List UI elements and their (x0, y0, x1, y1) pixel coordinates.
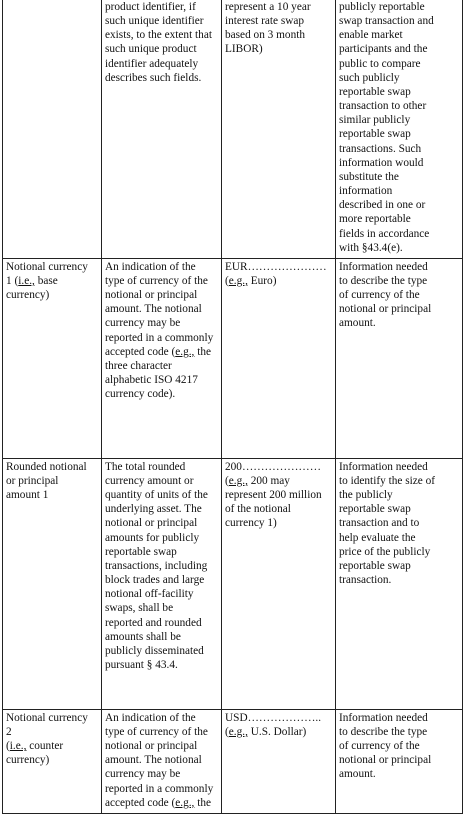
rationale-text-line: substitute the (339, 170, 399, 183)
rationale-text-line: participants and the (339, 43, 428, 56)
description-text-line: An indication of the (105, 260, 196, 273)
description-text-line: currency may be (105, 768, 181, 781)
rationale-text-line: Information needed (339, 260, 428, 273)
rationale-text-line: Information needed (339, 460, 428, 473)
description-text-line: pursuant § 43.4. (105, 659, 178, 671)
example-cell (222, 458, 336, 709)
rationale-text-line: to describe the type (339, 274, 428, 287)
field-text-line: 2 (6, 725, 12, 738)
table-row (3, 458, 463, 709)
description-text-line: such unique product (105, 43, 197, 56)
abbreviation: e.g., (228, 474, 248, 487)
description-text-line: An indication of the (105, 711, 196, 724)
abbreviation: e.g., (175, 796, 195, 809)
example-text-line: USD……………….. (225, 711, 322, 724)
rationale-text-line: information would (339, 156, 424, 169)
field-text-line: currency) (6, 754, 50, 767)
field-text-line: currency) (6, 289, 50, 302)
rationale-text-line: reportable swap (339, 85, 411, 98)
rationale-text-line: public to compare (339, 57, 421, 70)
description-text-line: accepted code (e.g., the (105, 345, 212, 358)
example-text-line: interest rate swap (225, 15, 305, 28)
rationale-text-line: fields in accordance (339, 227, 430, 240)
description-text-line: such unique identifier (105, 15, 204, 28)
example-text-line: (e.g., U.S. Dollar) (225, 725, 307, 738)
rationale-text-line: described in one or (339, 199, 426, 212)
rationale-text-line: notional or principal (339, 754, 432, 767)
rationale-text-line: such publicly (339, 71, 400, 84)
description-cell (102, 258, 222, 458)
field-cell (3, 458, 102, 709)
description-text-line: amounts for publicly (105, 531, 200, 544)
rationale-text-line: the publicly (339, 489, 393, 502)
rationale-text-line: amount. (339, 317, 376, 330)
example-text-line: EUR………………… (225, 260, 327, 273)
example-cell (222, 709, 336, 813)
rationale-cell (336, 458, 463, 709)
reportable-fields-table (2, 0, 463, 814)
description-text-line: identifier adequately (105, 57, 199, 70)
example-text-line: (e.g., Euro) (225, 274, 277, 287)
abbreviation: e.g., (175, 345, 195, 358)
field-text-line: Rounded notional (6, 460, 87, 473)
rationale-text-line: of currency of the (339, 289, 420, 302)
example-text-line: currency 1) (225, 517, 277, 530)
rationale-text-line: with §43.4(e). (339, 241, 403, 254)
description-cell (102, 709, 222, 813)
field-cell (3, 709, 102, 813)
example-text-line: (e.g., 200 may (225, 474, 290, 487)
rationale-text-line: transaction and to (339, 517, 420, 530)
rationale-text-line: price of the publicly (339, 545, 431, 558)
rationale-text-line: enable market (339, 29, 403, 42)
rationale-text-line: reportable swap (339, 559, 411, 572)
description-text-line: three character (105, 359, 172, 372)
description-text-line: alphabetic ISO 4217 (105, 374, 198, 387)
description-text-line: quantity of units of the (105, 489, 208, 502)
description-text-line: amounts shall be (105, 630, 181, 643)
description-text-line: The total rounded (105, 460, 186, 473)
field-text-line: amount 1 (6, 489, 49, 502)
example-text-line: represent 200 million (225, 489, 322, 502)
abbreviation: i.e., (18, 274, 35, 287)
field-text-line: or principal (6, 474, 59, 487)
rationale-text-line: of currency of the (339, 740, 420, 753)
example-cell (222, 258, 336, 458)
description-text-line: block trades and large (105, 574, 205, 587)
description-text-line: describes such fields. (105, 71, 202, 84)
rationale-cell (336, 258, 463, 458)
description-text-line: reported in a commonly (105, 331, 214, 344)
description-text-line: accepted code (e.g., the (105, 796, 212, 809)
example-text-line: 200………………… (225, 460, 322, 473)
abbreviation: e.g., (228, 274, 248, 287)
description-text-line: publicly disseminated (105, 644, 204, 657)
field-text-line: Notional currency (6, 711, 88, 724)
description-text-line: type of currency of the (105, 274, 208, 287)
rationale-text-line: transactions. Such (339, 142, 422, 155)
description-text-line: amount. The notional (105, 754, 202, 767)
example-text-line: based on 3 month (225, 29, 306, 42)
description-text-line: type of currency of the (105, 725, 208, 738)
rationale-text-line: to describe the type (339, 725, 428, 738)
rationale-cell (336, 709, 463, 813)
field-cell (3, 258, 102, 458)
rationale-text-line: Information needed (339, 711, 428, 724)
rationale-text-line: swap transaction and (339, 15, 434, 28)
example-text-line: of the notional (225, 503, 291, 516)
rationale-text-line: to identify the size of (339, 474, 435, 487)
description-text-line: notional off-facility (105, 588, 194, 601)
description-text-line: exists, to the extent that (105, 29, 212, 42)
description-text-line: swaps, shall be (105, 602, 174, 615)
description-text-line: reported and rounded (105, 616, 202, 629)
rationale-text-line: publicly reportable (339, 1, 425, 13)
rationale-text-line: similar publicly (339, 114, 411, 127)
rationale-text-line: amount. (339, 768, 376, 781)
rationale-text-line: information (339, 185, 393, 198)
description-cell (102, 458, 222, 709)
example-cell (222, 0, 336, 258)
rationale-text-line: reportable swap (339, 503, 411, 516)
field-text-line: (i.e., counter (6, 740, 64, 753)
abbreviation: e.g., (228, 725, 248, 738)
field-text-line: Notional currency (6, 260, 88, 273)
example-text-line: LIBOR) (225, 43, 263, 56)
description-text-line: currency code). (105, 388, 176, 401)
table-row (3, 0, 463, 258)
rationale-text-line: transaction to other (339, 100, 427, 113)
description-cell (102, 0, 222, 258)
description-text-line: product identifier, if (105, 1, 196, 13)
description-text-line: notional or principal (105, 740, 198, 753)
field-cell (3, 0, 102, 258)
example-text-line: represent a 10 year (225, 1, 311, 13)
description-text-line: underlying asset. The (105, 503, 202, 516)
description-text-line: transactions, including (105, 559, 208, 572)
table-row (3, 709, 463, 813)
rationale-text-line: more reportable (339, 213, 411, 226)
description-text-line: amount. The notional (105, 303, 202, 316)
rationale-text-line: help evaluate the (339, 531, 416, 544)
description-text-line: reportable swap (105, 545, 177, 558)
table-row (3, 258, 463, 458)
description-text-line: notional or principal (105, 289, 198, 302)
rationale-cell (336, 0, 463, 258)
table-body (3, 0, 463, 813)
rationale-text-line: transaction. (339, 574, 392, 587)
description-text-line: currency amount or (105, 474, 194, 487)
rationale-text-line: reportable swap (339, 128, 411, 141)
field-text-line: 1 (i.e., base (6, 274, 58, 287)
abbreviation: i.e., (9, 740, 27, 753)
description-text-line: reported in a commonly (105, 782, 214, 795)
description-text-line: currency may be (105, 317, 181, 330)
rationale-text-line: notional or principal (339, 303, 432, 316)
description-text-line: notional or principal (105, 517, 198, 530)
